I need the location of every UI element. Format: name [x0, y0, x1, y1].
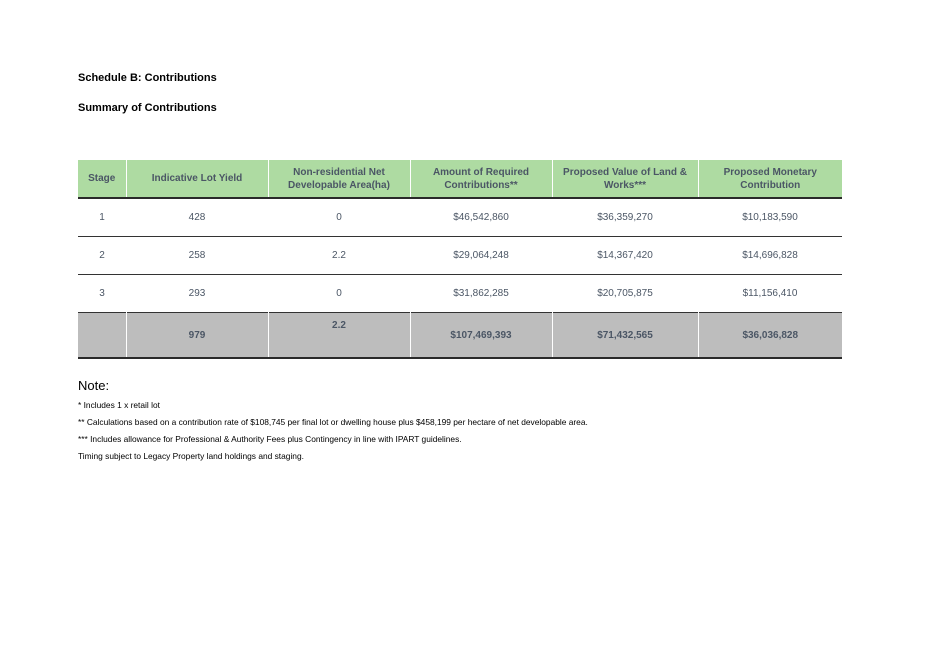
- document-title: Schedule B: Contributions: [78, 72, 217, 84]
- contributions-table: [78, 160, 842, 359]
- notes-heading: Note:: [78, 378, 110, 393]
- total-monetary: $36,036,828: [698, 313, 842, 359]
- header-monetary-contribution: Proposed Monetary Contribution: [698, 160, 842, 198]
- notes-section: [78, 378, 778, 465]
- cell-proposed-value: $36,359,270: [597, 212, 653, 223]
- cell-required: $29,064,248: [453, 250, 509, 261]
- table-row: [78, 275, 842, 313]
- cell-monetary: $10,183,590: [742, 212, 798, 223]
- cell-monetary: $11,156,410: [742, 288, 798, 299]
- header-lot-yield: Indicative Lot Yield: [126, 160, 268, 198]
- table-row: [78, 237, 842, 275]
- cell-proposed-value: $20,705,875: [597, 288, 653, 299]
- total-nonres-area: 2.2: [268, 313, 410, 359]
- cell-nonres-area: 0: [336, 288, 342, 299]
- document-subtitle: Summary of Contributions: [78, 102, 217, 114]
- note-line-retail-lot: * Includes 1 x retail lot: [78, 400, 160, 410]
- total-stage: [78, 313, 126, 359]
- cell-required: $31,862,285: [453, 288, 509, 299]
- total-lot-yield: 979: [126, 313, 268, 359]
- total-proposed-value: $71,432,565: [552, 313, 698, 359]
- table-header-row: [78, 160, 842, 198]
- note-line-allowance: *** Includes allowance for Professional & Authority Fees plus Contingency in line with IPART guidelines.: [78, 434, 462, 444]
- note-line-timing: Timing subject to Legacy Property land holdings and staging.: [78, 451, 304, 461]
- total-required: $107,469,393: [410, 313, 552, 359]
- cell-lot-yield: 428: [188, 212, 206, 223]
- cell-stage: 2: [99, 250, 105, 261]
- header-stage: Stage: [78, 160, 126, 198]
- cell-nonres-area: 2.2: [332, 250, 346, 261]
- cell-stage: 3: [99, 288, 105, 299]
- note-line-calculations: ** Calculations based on a contribution rate of $108,745 per final lot or dwelling house plus $458,199 per hectare of net developable area.: [78, 417, 588, 427]
- cell-lot-yield: 258: [188, 250, 206, 261]
- table-row: [78, 198, 842, 237]
- header-required-contributions: Amount of Required Contributions**: [410, 160, 552, 198]
- cell-monetary: $14,696,828: [742, 250, 798, 261]
- cell-nonres-area: 0: [336, 212, 342, 223]
- cell-lot-yield: 293: [188, 288, 206, 299]
- header-nonres-area: Non-residential Net Developable Area(ha): [268, 160, 410, 198]
- cell-proposed-value: $14,367,420: [597, 250, 653, 261]
- header-proposed-value: Proposed Value of Land & Works***: [552, 160, 698, 198]
- cell-stage: 1: [99, 212, 105, 223]
- table-total-row: [78, 313, 842, 359]
- cell-required: $46,542,860: [453, 212, 509, 223]
